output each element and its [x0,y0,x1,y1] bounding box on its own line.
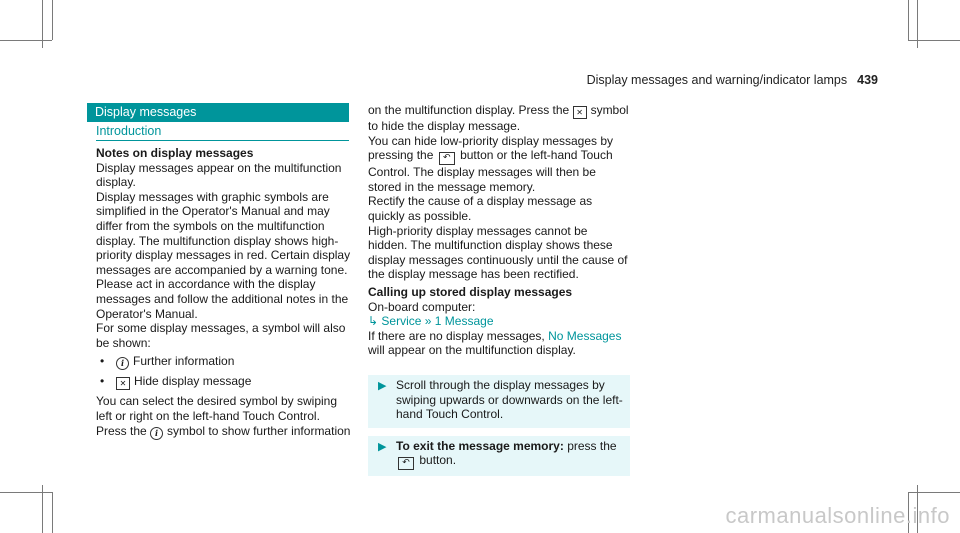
close-icon: ✕ [116,377,130,390]
step-item: ▶ To exit the message memory: press the ↶ button. [368,436,630,477]
menu-path [368,314,630,329]
crop-mark [0,492,52,493]
info-icon: i [116,357,129,370]
page-number: 439 [857,73,878,87]
step-text: Scroll through the display messages by swiping upwards or downwards on the left-hand Touch Control. [396,378,623,422]
crop-mark [52,492,53,533]
back-button-icon: ↶ [398,457,414,470]
list-item: • i Further information [100,354,235,369]
paragraph: Display messages appear on the multifunction display. [96,160,342,190]
crop-mark [908,0,909,40]
step-arrow-icon: ▶ [378,379,387,392]
steps [368,367,630,484]
close-icon: ✕ [573,106,587,119]
section-subtitle: Introduction [96,124,349,141]
notes-heading: Notes on display messages [96,146,254,160]
right-column [368,103,630,358]
crop-mark [908,492,960,493]
running-header [587,73,878,87]
section-title: Display messages [87,103,349,122]
list-item-text: Hide display message [134,374,252,389]
paragraph: Rectify the cause of a display message as quickly as possible. [368,194,593,223]
calling-heading: Calling up stored display messages [368,284,573,299]
paragraph: Please act in accordance with the display messages and follow the additional notes in the Operator's Manual. [96,277,349,321]
paragraph: You can hide low-priority display messages by pressing the ↶ button or the left-hand Touch Control. The display messages will then be stored in the message memory. [368,133,614,194]
path-message: 1 Message [434,314,494,329]
back-button-icon: ↶ [439,152,455,165]
paragraph: Press the i symbol to show further information [96,423,351,438]
paragraph: High-priority display messages cannot be hidden. The multifunction display shows these display messages continuously until the cause of the display message has been rectified. [368,223,628,282]
path-arrow-icon: ↳ [368,314,379,329]
crop-mark [0,40,52,41]
list-item: • ✕ Hide display message [100,374,252,389]
list-item-text: Further information [133,354,235,369]
paragraph: If there are no display messages, No Messages will appear on the multifunction display. [368,328,622,358]
step-item [368,375,630,428]
left-column [96,146,354,440]
paragraph: You can select the desired symbol by swiping left or right on the left-hand Touch Control. [96,394,338,423]
path-service: Service [381,314,422,329]
step-arrow-icon: ▶ [378,439,387,453]
no-messages-label: No Messages [548,328,622,343]
paragraph: On-board computer: [368,299,476,314]
crop-mark [908,40,960,41]
info-icon: i [150,427,163,440]
watermark: carmanualsonline.info [725,503,950,528]
step-bold: To exit the message memory: [396,438,564,453]
paragraph: For some display messages, a symbol will also be shown: [96,321,346,350]
paragraph: Display messages with graphic symbols are simplified in the Operator's Manual and may differ from the symbols on the multifunction display. The multifunction display shows high-priority display messages in red. Certain display messages are accompanied by a warning tone. [96,189,351,277]
header-title: Display messages and warning/indicator lamps [586,73,848,87]
path-separator-icon: » [424,314,432,329]
paragraph: on the multifunction display. Press the ✕ symbol to hide the display message. [368,103,629,133]
crop-mark [52,0,53,40]
